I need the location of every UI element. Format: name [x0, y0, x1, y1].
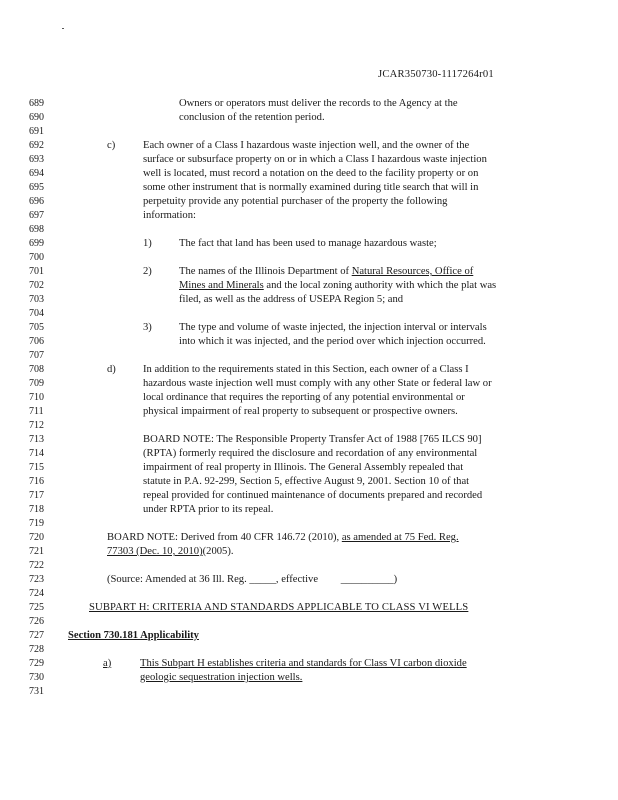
line-number: 704 — [29, 308, 44, 319]
para-a-label — [103, 658, 111, 670]
line-number: 731 — [29, 686, 44, 697]
para-d-line: local ordinance that requires the reporting of any potential environmental or — [143, 392, 465, 403]
line-number: 711 — [29, 406, 44, 417]
line-number: 726 — [29, 616, 44, 627]
line-number: 693 — [29, 154, 44, 165]
board-note-derived-amended: as amended at 75 Fed. Reg. — [341, 532, 459, 543]
line-number: 702 — [29, 280, 44, 291]
board-note-line: statute in P.A. 92-299, Section 5, effective August 9, 2001. Section 10 of that — [143, 476, 470, 487]
scan-speck — [62, 28, 64, 29]
item-1-text: The fact that land has been used to manage hazardous waste; — [179, 238, 437, 249]
line-number: 720 — [29, 532, 44, 543]
source-note — [107, 574, 397, 586]
line-number: 705 — [29, 322, 44, 333]
source-blank-date: __________ — [340, 574, 394, 585]
para-c-label: c) — [107, 140, 116, 151]
item-3-line-2: into which it was injected, and the period over which injection occurred. — [179, 336, 486, 347]
item-1-number: 1) — [143, 238, 152, 249]
item-3-number: 3) — [143, 322, 152, 333]
para-d-line: In addition to the requirements stated in this Section, each owner of a Class I — [143, 364, 469, 375]
board-note-line: under RPTA prior to its repeal. — [143, 504, 274, 515]
board-note-derived-amended: 77303 (Dec. 10, 2010) — [107, 546, 203, 557]
line-number: 721 — [29, 546, 44, 557]
line-number: 690 — [29, 112, 44, 123]
para-a-label-text: a) — [103, 658, 112, 669]
line-number: 709 — [29, 378, 44, 389]
para-a-text: This Subpart H establishes criteria and standards for Class VI carbon dioxide — [140, 658, 467, 669]
item-2-line-1 — [179, 266, 473, 278]
section-title: Section 730.181 Applicability — [68, 630, 199, 641]
item-2-text-plain: and the local zoning authority with which the plat was — [263, 280, 497, 291]
board-note-line: impairment of real property in Illinois. The General Assembly repealed that — [143, 462, 464, 473]
line-number: 697 — [29, 210, 44, 221]
board-note-line: BOARD NOTE: The Responsible Property Transfer Act of 1988 [765 ILCS 90] — [143, 434, 482, 445]
document-code: JCAR350730-1117264r01 — [378, 69, 494, 80]
board-note-line: repeal provided for continued maintenance of documents prepared and recorded — [143, 490, 483, 501]
line-number: 699 — [29, 238, 44, 249]
para-c-line: perpetuity provide any potential purchaser of the property the following — [143, 196, 448, 207]
item-2-text-amended: Mines and Minerals — [179, 280, 264, 291]
line-number: 728 — [29, 644, 44, 655]
line-number: 691 — [29, 126, 44, 137]
para-d-line: physical impairment of real property to subsequent or prospective owners. — [143, 406, 458, 417]
source-text: (Source: Amended at 36 Ill. Reg. — [107, 574, 250, 585]
para-c-line: surface or subsurface property on or in which a Class I hazardous waste injection — [143, 154, 487, 165]
source-text: , effective — [275, 574, 321, 585]
line-number: 698 — [29, 224, 44, 235]
para-c-line: information: — [143, 210, 196, 221]
line-number: 696 — [29, 196, 44, 207]
line-number: 727 — [29, 630, 44, 641]
item-3-line-1: The type and volume of waste injected, the injection interval or intervals — [179, 322, 487, 333]
para-c-line: Each owner of a Class I hazardous waste injection well, and the owner of the — [143, 140, 470, 151]
board-note-derived-text: (2005). — [202, 546, 234, 557]
line-number: 695 — [29, 182, 44, 193]
line-number: 692 — [29, 140, 44, 151]
line-number: 724 — [29, 588, 44, 599]
line-number: 715 — [29, 462, 44, 473]
item-2-text-plain: The names of the Illinois Department of — [179, 266, 352, 277]
para-a-line-2 — [140, 672, 302, 684]
line-number: 725 — [29, 602, 44, 613]
line-number: 694 — [29, 168, 44, 179]
line-number: 723 — [29, 574, 44, 585]
section-heading — [68, 630, 199, 642]
retention-line-2: conclusion of the retention period. — [179, 112, 325, 123]
line-number: 722 — [29, 560, 44, 571]
item-2-text-amended: Natural Resources, Office of — [351, 266, 474, 277]
line-number: 712 — [29, 420, 44, 431]
item-2-line-2 — [179, 280, 496, 292]
board-note-line: (RPTA) formerly required the disclosure and recordation of any environmental — [143, 448, 478, 459]
line-number: 710 — [29, 392, 44, 403]
line-number: 719 — [29, 518, 44, 529]
line-number: 717 — [29, 490, 44, 501]
line-number: 708 — [29, 364, 44, 375]
board-note-derived-line-2 — [107, 546, 234, 558]
item-2-number: 2) — [143, 266, 152, 277]
para-c-line: some other instrument that is normally examined during title search that will in — [143, 182, 479, 193]
source-text: ) — [393, 574, 398, 585]
para-a-line-1 — [140, 658, 467, 670]
para-d-label: d) — [107, 364, 116, 375]
line-number: 706 — [29, 336, 44, 347]
subpart-title: SUBPART H: CRITERIA AND STANDARDS APPLICABLE TO CLASS VI WELLS — [89, 602, 469, 613]
para-c-line: well is located, must record a notation on the deed to the facility property or on — [143, 168, 479, 179]
line-number: 714 — [29, 448, 44, 459]
line-number: 718 — [29, 504, 44, 515]
line-number: 730 — [29, 672, 44, 683]
para-d-line: hazardous waste injection well must comply with any other State or federal law or — [143, 378, 492, 389]
para-a-text: geologic sequestration injection wells. — [140, 672, 303, 683]
line-number: 703 — [29, 294, 44, 305]
line-number: 707 — [29, 350, 44, 361]
item-2-line-3: filed, as well as the address of USEPA Region 5; and — [179, 294, 404, 305]
line-number: 700 — [29, 252, 44, 263]
board-note-derived-text: BOARD NOTE: Derived from 40 CFR 146.72 (2010), — [107, 532, 342, 543]
retention-line-1: Owners or operators must deliver the records to the Agency at the — [179, 98, 458, 109]
line-number: 689 — [29, 98, 44, 109]
board-note-derived-line-1 — [107, 532, 459, 544]
line-number: 701 — [29, 266, 44, 277]
line-number: 713 — [29, 434, 44, 445]
subpart-heading — [89, 602, 468, 614]
line-number: 716 — [29, 476, 44, 487]
line-number: 729 — [29, 658, 44, 669]
source-blank-volume: _____ — [249, 574, 276, 585]
